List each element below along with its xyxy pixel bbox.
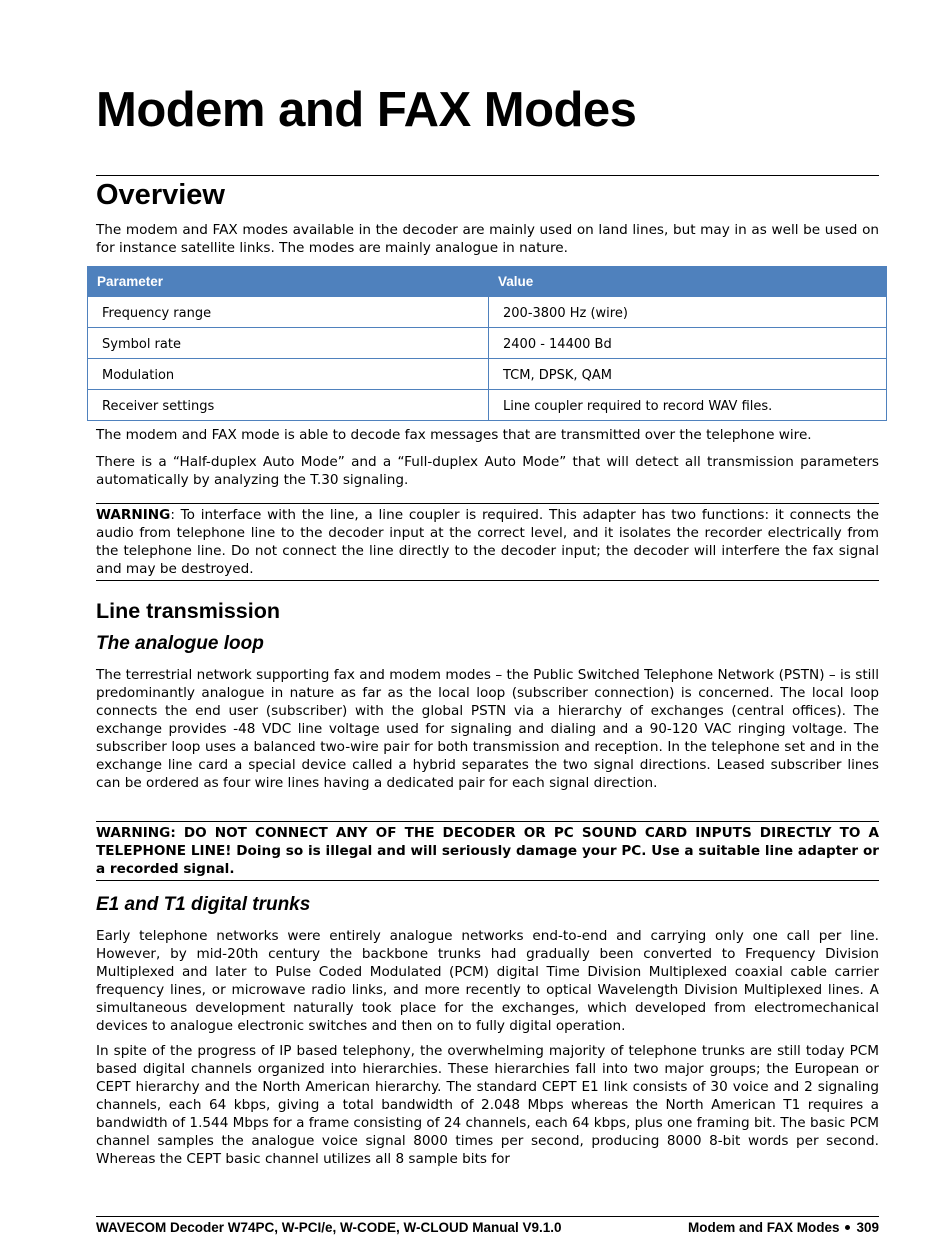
parameter-table: [87, 266, 887, 421]
footer-section-title: Modem and FAX Modes: [687, 1220, 840, 1235]
table-row: [88, 359, 887, 390]
footer-divider: [96, 1216, 879, 1217]
duplex-paragraph: There is a “Half-duplex Auto Mode” and a “Full-duplex Auto Mode” that will detect all transmission parameters automatically by analyzing the T.30 signaling.: [96, 454, 879, 488]
warning-box-telephone-line: [96, 821, 879, 881]
e1-t1-paragraph-1: Early telephone networks were entirely analogue networks end-to-end and carrying only one call per line. However, by mid-20th century the backbone trunks had gradually been converted to Frequency Division Multiplexed and later to Pulse Coded Modulated (PCM) digital Time Division Multiplexed coaxial cable carrier frequency lines, or microwave radio links, and more recently to optical Wavelength Division Multiplexed lines. A simultaneous development naturally took place for the exchanges, which developed from electromechanical devices to analogue electronic switches and then on to fully digital operation.: [96, 928, 879, 1034]
page-title: Modem and FAX Modes: [96, 83, 637, 137]
page-footer: [96, 1219, 879, 1237]
table-cell-parameter: Frequency range: [88, 297, 489, 328]
e1-t1-paragraph-2: In spite of the progress of IP based telephony, the overwhelming majority of telephone trunks are still today PCM based digital channels organized into hierarchies. These hierarchies fall into two major groups; the European or CEPT hierarchy and the North American hierarchy. The standard CEPT E1 link consists of 30 voice and 2 signaling channels, each 64 kbps, giving a total bandwidth of 2.048 Mbps whereas the North American T1 requires a bandwidth of 1.544 Mbps for a frame consisting of 24 channels, each 64 kbps, plus one framing bit. The basic PCM channel samples the analogue voice signal 8000 times per second, producing 8000 8-bit words per second. Whereas the CEPT basic channel utilizes all 8 sample bits for: [96, 1043, 879, 1167]
line-transmission-heading: Line transmission: [96, 599, 280, 623]
decode-paragraph: The modem and FAX mode is able to decode fax messages that are transmitted over the telephone wire.: [96, 427, 812, 443]
table-cell-value: 200-3800 Hz (wire): [489, 297, 887, 328]
table-cell-value: 2400 - 14400 Bd: [489, 328, 887, 359]
bullet-icon: [845, 1225, 850, 1230]
section-divider: [96, 175, 879, 176]
overview-heading: Overview: [96, 179, 225, 211]
table-row: [88, 390, 887, 421]
e1-t1-heading: E1 and T1 digital trunks: [96, 894, 311, 915]
table-cell-value: TCM, DPSK, QAM: [489, 359, 887, 390]
footer-page-number: 309: [856, 1220, 879, 1235]
table-cell-parameter: Modulation: [88, 359, 489, 390]
table-cell-value: Line coupler required to record WAV files.: [489, 390, 887, 421]
table-cell-parameter: Symbol rate: [88, 328, 489, 359]
table-row: [88, 297, 887, 328]
table-header-row: [88, 267, 887, 297]
warning-label: WARNING: [96, 507, 171, 523]
table-cell-parameter: Receiver settings: [88, 390, 489, 421]
table-row: [88, 328, 887, 359]
warning-box-line-coupler: [96, 503, 879, 581]
analogue-loop-paragraph: The terrestrial network supporting fax and modem modes – the Public Switched Telephone Network (PSTN) – is still predominantly analogue in nature as far as the local loop (subscriber connection) is concerned. The local loop connects the end user (subscriber) with the global PSTN via a hierarchy of exchanges (central offices). The exchange provides -48 VDC line voltage used for signaling and dialing and a 90-120 VAC ringing voltage. The subscriber loop uses a balanced two-wire pair for both transmission and reception. In the telephone set and in the exchange line card a special device called a hybrid separates the two signal directions. Leased subscriber lines can be ordered as four wire lines having a dedicated pair for each signal direction.: [96, 667, 879, 791]
warning-text: : To interface with the line, a line coupler is required. This adapter has two functions: it connects the audio from telephone line to the decoder input at the correct level, and it isolates the recorder electrically from the telephone line. Do not connect the line directly to the decoder input; the decoder will interfere the fax signal and may be destroyed.: [96, 507, 879, 577]
warning-caps-text: WARNING: DO NOT CONNECT ANY OF THE DECODER OR PC SOUND CARD INPUTS DIRECTLY TO A TELEPHONE LINE! Doing so is illegal and will seriously damage your PC. Use a suitable line adapter or a recorded signal.: [96, 825, 879, 877]
column-header-parameter: Parameter: [88, 267, 489, 297]
footer-manual-title: WAVECOM Decoder W74PC, W-PCI/e, W-CODE, W-CLOUD Manual V9.1.0: [96, 1220, 562, 1235]
overview-intro: The modem and FAX modes available in the decoder are mainly used on land lines, but may in as well be used on for instance satellite links. The modes are mainly analogue in nature.: [96, 222, 879, 256]
column-header-value: Value: [489, 267, 887, 297]
analogue-loop-heading: The analogue loop: [96, 633, 264, 654]
